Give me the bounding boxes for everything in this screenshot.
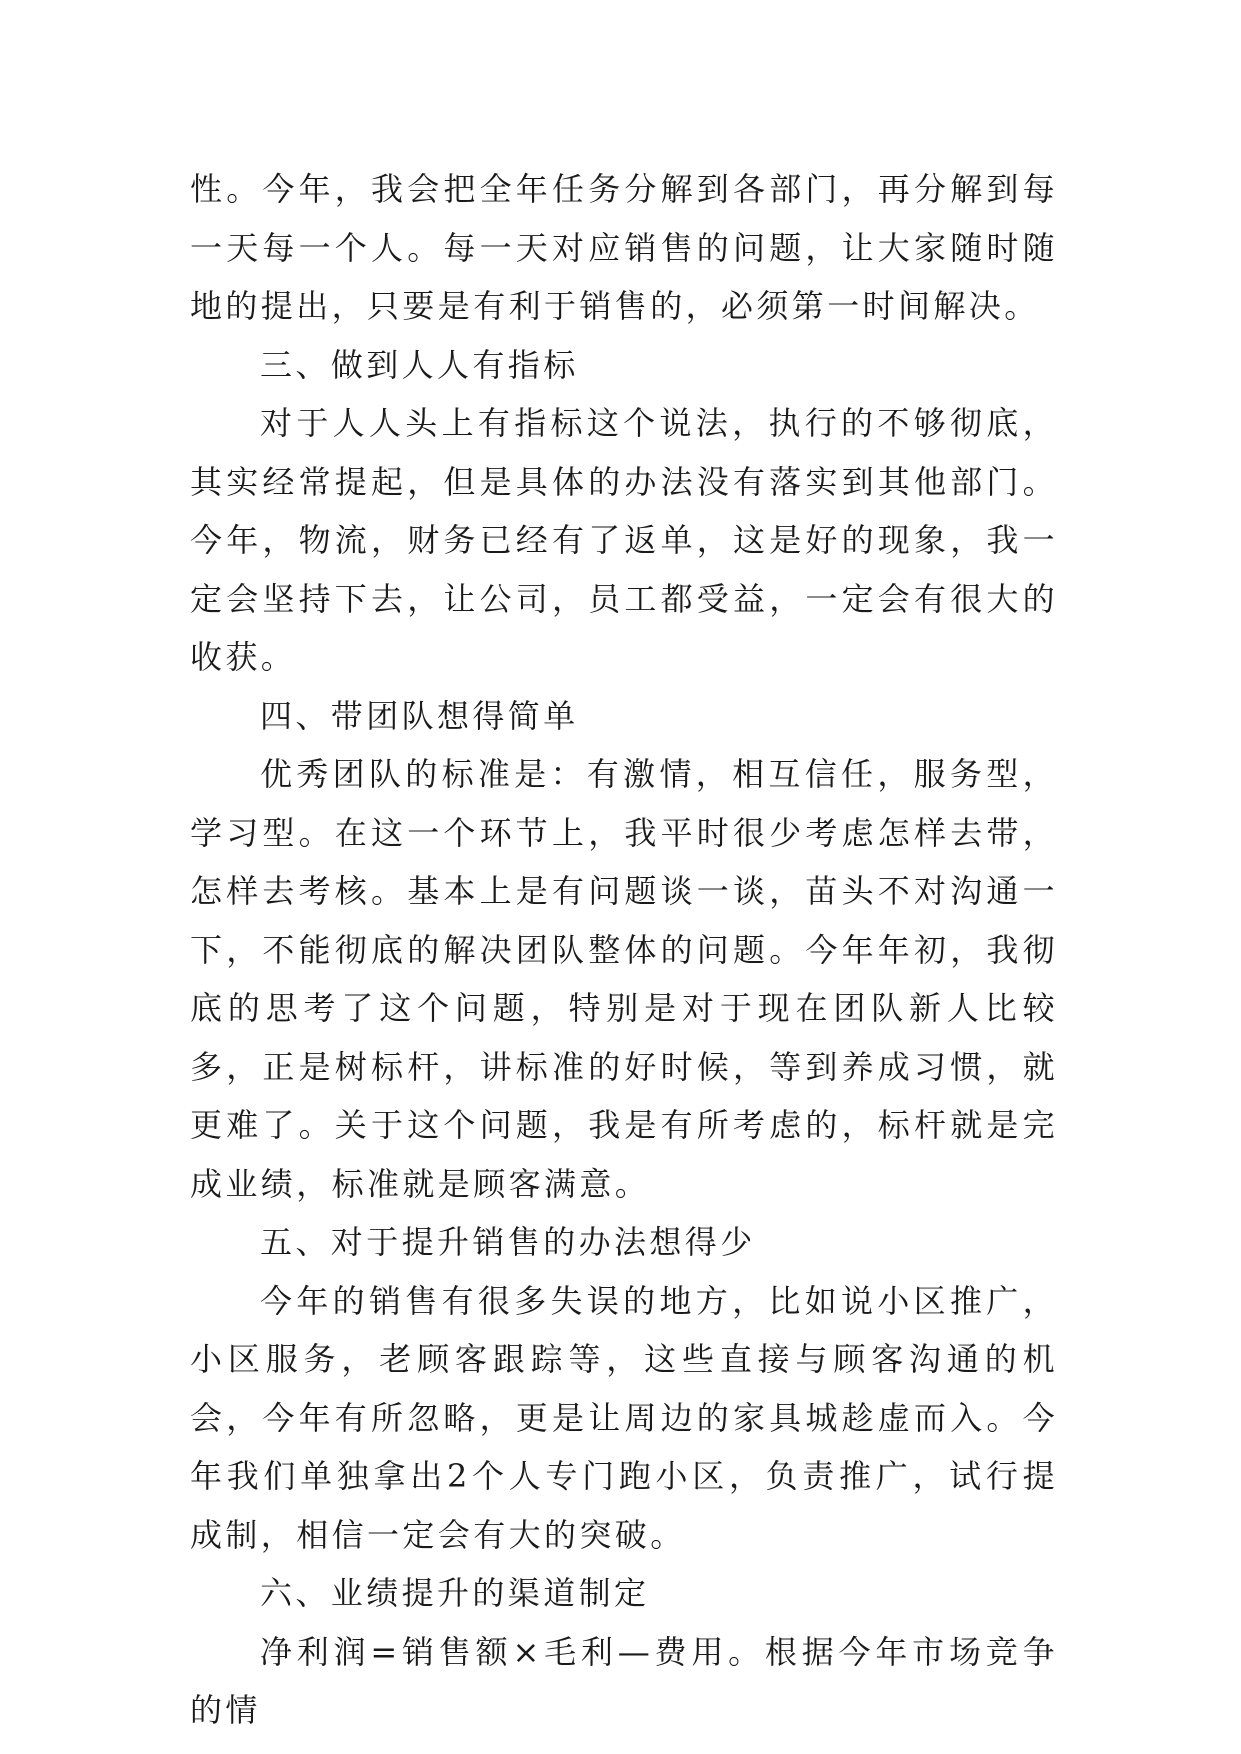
paragraph-section-4: 优秀团队的标准是：有激情，相互信任，服务型，学习型。在这一个环节上，我平时很少考虑怎样去带，怎样去考核。基本上是有问题谈一谈，苗头不对沟通一下，不能彻底的解决团队整体的问题。今年年初，我彻底的思考了这个问题，特别是对于现在团队新人比较多，正是树标杆，讲标准的好时候，等到养成习惯，就更难了。关于这个问题，我是有所考虑的，标杆就是完成业绩，标准就是顾客满意。: [190, 755, 1058, 1203]
section-heading-4: 四、带团队想得简单: [260, 696, 579, 735]
section-heading-6: 六、业绩提升的渠道制定: [260, 1574, 650, 1612]
document-body: [190, 160, 1058, 1740]
section-heading-5: 五、对于提升销售的办法想得少: [260, 1223, 756, 1261]
paragraph-section-3: 对于人人头上有指标这个说法，执行的不够彻底，其实经常提起，但是具体的办法没有落实到其他部门。今年，物流，财务已经有了返单，这是好的现象，我一定会坚持下去，让公司，员工都受益，一定会有很大的收获。: [190, 404, 1058, 676]
section-heading-3: 三、做到人人有指标: [260, 345, 579, 384]
paragraph-section-6: 净利润=销售额×毛利—费用。根据今年市场竞争的情: [190, 1632, 1058, 1729]
paragraph-continuation: 性。今年，我会把全年任务分解到各部门，再分解到每一天每一个人。每一天对应销售的问题，让大家随时随地的提出，只要是有利于销售的，必须第一时间解决。: [190, 170, 1058, 325]
paragraph-section-5: 今年的销售有很多失误的地方，比如说小区推广，小区服务，老顾客跟踪等，这些直接与顾客沟通的机会，今年有所忽略，更是让周边的家具城趁虚而入。今年我们单独拿出2个人专门跑小区，负责推广，试行提成制，相信一定会有大的突破。: [190, 1281, 1058, 1554]
